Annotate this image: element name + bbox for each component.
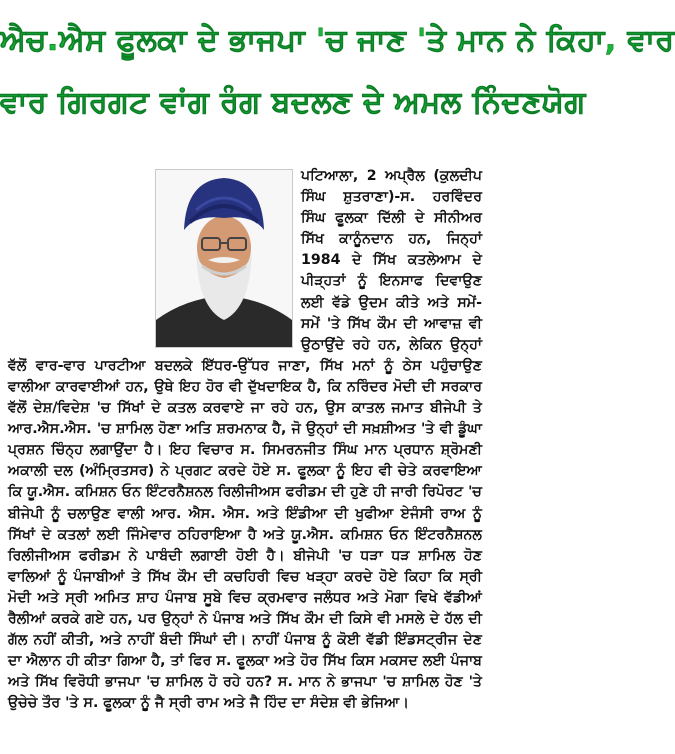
portrait-photo [155, 169, 293, 348]
headline-line-1: ਐਚ.ਐਸ ਫੂਲਕਾ ਦੇ ਭਾਜਪਾ 'ਚ ਜਾਣ 'ਤੇ ਮਾਨ ਨੇ ਕਿਹਾ, ਵਾਰ [0, 23, 675, 58]
headline-line-2: ਵਾਰ ਗਿਰਗਟ ਵਾਂਗ ਰੰਗ ਬਦਲਣ ਦੇ ਅਮਲ ਨਿੰਦਣਯੋਗ [0, 85, 586, 120]
article-body [8, 166, 482, 752]
portrait-illustration [156, 170, 292, 347]
article-dateline: ਪਟਿਆਲਾ, 2 ਅਪ੍ਰੈਲ (ਕੁਲਦੀਪ ਸਿੰਘ ਸ਼ੁਤਰਾਣਾ)- [301, 168, 482, 206]
article-paragraph: ਸ. ਹਰਵਿੰਦਰ ਸਿੰਘ ਫੂਲਕਾ ਦਿੱਲੀ ਦੇ ਸੀਨੀਅਰ ਸਿੱਖ ਕਾਨੂੰਨਦਾਨ ਹਨ, ਜਿਨ੍ਹਾਂ 1984 ਦੇ ਸਿੱਖ ਕਤਲੇਆਮ ਦੇ ਪੀੜ੍ਹਤਾਂ ਨੂੰ ਇਨਸਾਫ ਦਿਵਾਉਣ ਲਈ ਵੱਡੇ ਉਦਮ ਕੀਤੇ ਅਤੇ ਸਮੇਂ-ਸਮੇਂ 'ਤੇ ਸਿੱਖ ਕੌਮ ਦੀ ਆਵਾਜ਼ ਵੀ ਉਠਾਉਂਦੇ ਰਹੇ ਹਨ, ਲੇਕਿਨ ਉਨ੍ਹਾਂ ਵੱਲੋਂ ਵਾਰ-ਵਾਰ ਪਾਰਟੀਆ ਬਦਲਕੇ ਇੱਧਰ-ਉੱਧਰ ਜਾਣਾ, ਸਿੱਖ ਮਨਾਂ ਨੂੰ ਠੇਸ ਪਹੁੰਚਾਉਣ ਵਾਲੀਆ ਕਾਰਵਾਈਆਂ ਹਨ, ਉਥੇ ਇਹ ਹੋਰ ਵੀ ਦੁੱਖਦਾਇਕ ਹੈ, ਕਿ ਨਰਿੰਦਰ ਮੋਦੀ ਦੀ ਸਰਕਾਰ ਵੱਲੋਂ ਦੇਸ਼/ਵਿਦੇਸ਼ 'ਚ ਸਿੱਖਾਂ ਦੇ ਕਤਲ ਕਰਵਾਏ ਜਾ ਰਹੇ ਹਨ, ਉਸ ਕਾਤਲ ਜਮਾਤ ਬੀਜੇਪੀ ਤੇ ਆਰ.ਐਸ.ਐਸ. 'ਚ ਸ਼ਾਮਿਲ ਹੋਣਾ ਅਤਿ ਸ਼ਰਮਨਾਕ ਹੈ, ਜੋ ਉਨ੍ਹਾਂ ਦੀ ਸਖ਼ਸ਼ੀਅਤ 'ਤੇ ਵੀ ਡੂੰਘਾ ਪ੍ਰਸ਼ਨ ਚਿੰਨ੍ਹ ਲਗਾਉਂਦਾ ਹੈ। ਇਹ ਵਿਚਾਰ ਸ. ਸਿਮਰਨਜੀਤ ਸਿੰਘ ਮਾਨ ਪ੍ਰਧਾਨ ਸ਼੍ਰੋਮਣੀ ਅਕਾਲੀ ਦਲ (ਅੰਮ੍ਰਿਤਸਰ) ਨੇ ਪ੍ਰਗਟ ਕਰਦੇ ਹੋਏ ਸ. ਫੂਲਕਾ ਨੂੰ ਇਹ ਵੀ ਚੇਤੇ ਕਰਵਾਇਆ ਕਿ ਯੂ.ਐਸ. ਕਮਿਸ਼ਨ ਓਨ ਇੰਟਰਨੈਸ਼ਨਲ ਰਿਲੀਜੀਅਸ ਫਰੀਡਮ ਦੀ ਹੁਣੇ ਹੀ ਜਾਰੀ ਰਿਪੋਰਟ 'ਚ ਬੀਜੇਪੀ ਨੂੰ ਚਲਾਉਣ ਵਾਲੀ ਆਰ. ਐਸ. ਐਸ. ਅਤੇ ਇੰਡੀਆ ਦੀ ਖੁਫੀਆ ਏਜੰਸੀ ਰਾਅ ਨੂੰ ਸਿੱਖਾਂ ਦੇ ਕਤਲਾਂ ਲਈ ਜਿੰਮੇਵਾਰ ਠਹਿਰਾਇਆ ਹੈ ਅਤੇ ਯੂ.ਐਸ. ਕਮਿਸ਼ਨ ਓਨ ਇੰਟਰਨੈਸ਼ਨਲ ਰਿਲੀਜੀਅਸ ਫਰੀਡਮ ਨੇ ਪਾਬੰਦੀ ਲਗਾਈ ਹੋਈ ਹੈ। ਬੀਜੇਪੀ 'ਚ ਧੜਾ ਧੜ ਸ਼ਾਮਿਲ ਹੋਣ ਵਾਲਿਆਂ ਨੂੰ ਪੰਜਾਬੀਆਂ ਤੇ ਸਿੱਖ ਕੌਮ ਦੀ ਕਚਹਿਰੀ ਵਿਚ ਖੜ੍ਹਾ ਕਰਦੇ ਹੋਏ ਕਿਹਾ ਕਿ ਸ੍ਰੀ ਮੋਦੀ ਅਤੇ ਸ੍ਰੀ ਅਮਿਤ ਸ਼ਾਹ ਪੰਜਾਬ ਸੂਬੇ ਵਿਚ ਕ੍ਰਮਵਾਰ ਜਲੰਧਰ ਅਤੇ ਮੋਗਾ ਵਿਖੇ ਵੱਡੀਆਂ ਰੈਲੀਆਂ ਕਰਕੇ ਗਏ ਹਨ, ਪਰ ਉਨ੍ਹਾਂ ਨੇ ਪੰਜਾਬ ਅਤੇ ਸਿੱਖ ਕੌਮ ਦੀ ਕਿਸੇ ਵੀ ਮਸਲੇ ਦੇ ਹੱਲ ਦੀ ਗੱਲ ਨਹੀਂ ਕੀਤੀ, ਅਤੇ ਨਾਹੀਂ ਬੰਦੀ ਸਿੰਘਾਂ ਦੀ। ਨਾਹੀਂ ਪੰਜਾਬ ਨੂੰ ਕੋਈ ਵੱਡੀ ਇੰਡਸਟ੍ਰੀਜ ਦੇਣ ਦਾ ਐਲਾਨ ਹੀ ਕੀਤਾ ਗਿਆ ਹੈ, ਤਾਂ ਫਿਰ ਸ. ਫੂਲਕਾ ਅਤੇ ਹੋਰ ਸਿੱਖ ਕਿਸ ਮਕਸਦ ਲਈ ਪੰਜਾਬ ਅਤੇ ਸਿੱਖ ਵਿਰੋਧੀ ਭਾਜਪਾ 'ਚ ਸ਼ਾਮਿਲ ਹੋ ਰਹੇ ਹਨ? ਸ. ਮਾਨ ਨੇ ਭਾਜਪਾ 'ਚ ਸ਼ਾਮਿਲ ਹੋਣ 'ਤੇ ਉਚੇਚੇ ਤੌਰ 'ਤੇ ਸ. ਫੂਲਕਾ ਨੂੰ ਜੈ ਸ੍ਰੀ ਰਾਮ ਅਤੇ ਜੈ ਹਿੰਦ ਦਾ ਸੰਦੇਸ਼ ਵੀ ਭੇਜਿਆ। [8, 189, 482, 712]
